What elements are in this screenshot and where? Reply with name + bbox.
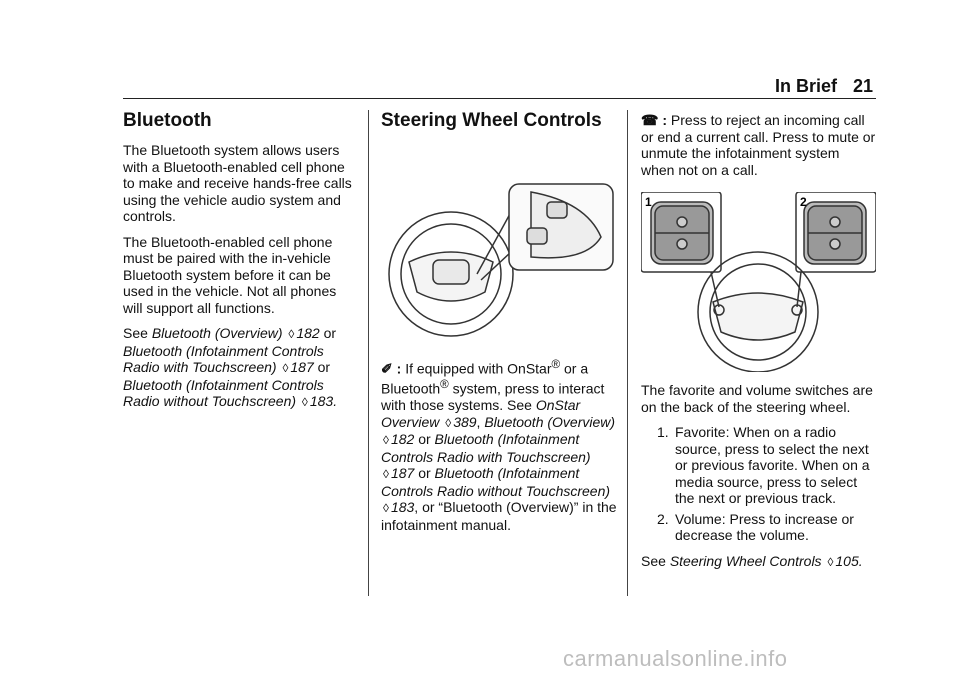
list-item: [641, 424, 876, 507]
paragraph: The Bluetooth-enabled cell phone must be paired with the in-vehicle Bluetooth system before it can be used in the vehicle. Not all phones will support all functions.: [123, 233, 337, 316]
xref-link[interactable]: OnStar Overview: [381, 397, 581, 430]
text: If equipped with OnStar: [405, 360, 552, 377]
list-text: Favorite: When on a radio source, press to select the next or previous favorite. When on a media source, press to select the next or previous track.: [675, 424, 870, 506]
paragraph-voice: ✐ : If equipped with OnStar® or a Bluetooth® system, press to interact with those systems. See OnStar Overview ◊ 389, Bluetooth (Overview) ◊ 182 or Bluetooth (Infotainment Controls Radio with Touchscreen) ◊ 187 or Bluetooth (Infotainment Controls Radio without Touchscreen) ◊ 183, or “Bluetooth (Overview)” in the infotainment manual.: [381, 358, 617, 533]
xref-page[interactable]: 182: [296, 325, 320, 341]
paragraph-references: [641, 553, 876, 571]
text: or: [323, 325, 337, 341]
text: See: [641, 552, 666, 569]
text: ®: [551, 358, 561, 371]
xref-page[interactable]: 183.: [309, 393, 338, 409]
text: See: [123, 325, 148, 341]
xref-link[interactable]: Bluetooth (Infotainment Controls Radio with Touchscreen): [381, 431, 591, 465]
controls-list: [641, 424, 876, 544]
phone-voice-icon: ✐: [381, 360, 393, 377]
column-end-call: [641, 112, 876, 579]
xref-link[interactable]: Bluetooth (Infotainment Controls Radio without Touchscreen): [123, 376, 324, 409]
xref-link[interactable]: Bluetooth (Overview): [484, 413, 616, 430]
text: system, press to interact with those systems. See: [381, 380, 605, 414]
xref-icon: ◊: [827, 554, 834, 569]
text: or: [418, 465, 431, 482]
column-bluetooth: [123, 110, 358, 420]
xref-icon: ◊: [445, 415, 452, 430]
text: or: [418, 431, 431, 448]
end-call-icon: ☎: [641, 112, 659, 128]
xref-page[interactable]: 182: [390, 431, 415, 448]
figure-label-1: 1: [645, 195, 652, 209]
xref-link[interactable]: Bluetooth (Infotainment Controls Radio without Touchscreen): [381, 465, 611, 499]
xref-link[interactable]: Bluetooth (Overview): [151, 325, 283, 341]
list-text: Volume: Press to increase or decrease the volume.: [675, 510, 854, 543]
watermark: carmanualsonline.info: [563, 646, 788, 671]
text: or a Bluetooth: [381, 360, 589, 397]
text: :: [396, 360, 402, 377]
list-number: 1.: [657, 424, 669, 440]
xref-icon: ◊: [383, 433, 389, 448]
column-divider: [368, 110, 369, 596]
paragraph-end-call: [641, 112, 876, 178]
text: Press to reject an incoming call or end a current call. Press to mute or unmute the infotainment system when not on a call.: [641, 112, 876, 178]
xref-page[interactable]: 389: [453, 413, 477, 430]
list-number: 2.: [657, 510, 669, 527]
text: :: [662, 112, 668, 128]
steering-wheel-figure: [381, 142, 617, 347]
heading-steering-wheel-controls: Steering Wheel Controls: [381, 110, 602, 131]
paragraph-references: [123, 325, 358, 411]
xref-icon: ◊: [383, 501, 389, 516]
heading-bluetooth: Bluetooth: [123, 110, 212, 131]
xref-icon: ◊: [301, 395, 308, 409]
xref-page[interactable]: 183: [390, 499, 415, 516]
xref-link[interactable]: Bluetooth (Infotainment Controls Radio with Touchscreen): [123, 342, 324, 375]
paragraph: The favorite and volume switches are on the back of the steering wheel.: [641, 382, 873, 415]
column-steering-wheel-controls: [381, 110, 617, 542]
figure-label-2: 2: [800, 195, 807, 209]
xref-page[interactable]: 187: [390, 465, 415, 482]
column-divider: [627, 110, 628, 596]
xref-icon: ◊: [288, 327, 295, 341]
list-item: [641, 511, 876, 544]
paragraph: The Bluetooth system allows users with a Bluetooth-enabled cell phone to make and receive hands-free calls using the vehicle audio system and controls.: [123, 142, 352, 224]
page-number: 21: [853, 76, 874, 96]
header-rule: [123, 98, 876, 99]
xref-link[interactable]: Steering Wheel Controls: [669, 552, 822, 569]
text: or: [317, 359, 331, 375]
xref-icon: ◊: [383, 467, 389, 482]
xref-icon: ◊: [282, 361, 289, 375]
section-title: In Brief: [775, 76, 838, 96]
text: ®: [440, 378, 449, 392]
xref-page[interactable]: 187: [290, 359, 314, 375]
steering-wheel-back-figure: [641, 192, 876, 372]
text: , or “Bluetooth (Overview)” in the infotainment manual.: [381, 499, 617, 533]
xref-page[interactable]: 105.: [835, 552, 863, 569]
